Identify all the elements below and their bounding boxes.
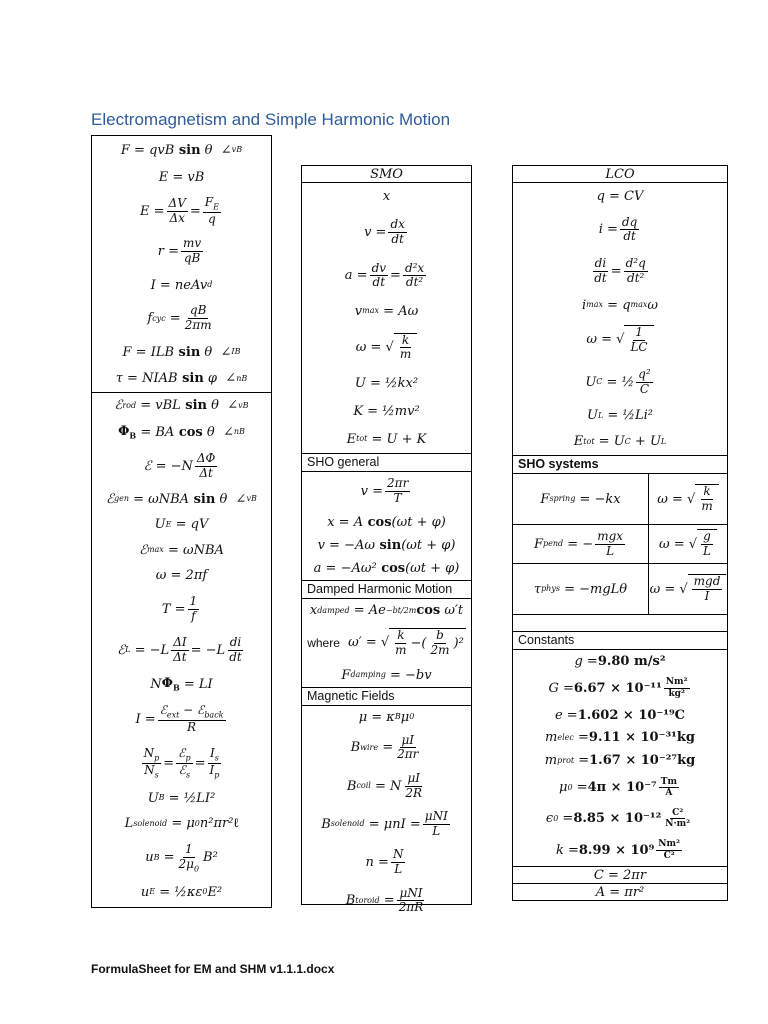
self-induction-eq: ℰ L = −L $\frac{\Delta I}{\Delta t}$ = −L $\frac{di}{dt}$ — [117, 635, 242, 664]
back-emf-eq: I = $\frac{ℰ_{ext} - ℰ_{back}}{R}$ — [135, 703, 224, 734]
rod-emf-eq: ℰ rod = vBL sin θ ∠ v B — [114, 398, 249, 414]
smo-header: SMO — [302, 166, 471, 183]
velocity-eq: v = $\frac{dx}{dt}$ — [364, 217, 405, 246]
spring-system-row — [513, 474, 727, 525]
turn-density-eq: n = $\frac{N}{L}$ — [365, 847, 404, 877]
damped-formulas — [302, 599, 471, 688]
current-drift-eq: I = neAv d — [150, 277, 213, 293]
physical-omega-eq: ω = √ $\frac{\text{mgd}}{I}$ — [649, 564, 727, 614]
sho-general-header: SHO general — [302, 454, 471, 472]
capacitor-charge-eq: q = CV — [596, 188, 644, 204]
magnetic-fields-header: Magnetic Fields — [302, 688, 471, 706]
constants-header: Constants — [513, 632, 727, 650]
coil-field-eq: B coil = N $\frac{\mu I}{2R}$ — [346, 770, 423, 800]
physical-pendulum-row — [513, 564, 727, 615]
lc-total-energy-eq: E tot = U C + U L — [573, 434, 667, 450]
radius-eq: r = $\frac{mv}{qB}$ — [157, 236, 202, 266]
pendulum-system-row — [513, 525, 727, 564]
toroid-field-eq: B toroid = $\frac{\text{μNI}}{2\pi R}$ — [345, 885, 424, 915]
constants-list — [513, 650, 727, 867]
generator-emf-eq: ℰ gen = ωNBA sin θ ∠ v B — [106, 491, 257, 507]
e-vb-eq: E = vB — [158, 170, 205, 186]
vmax-eq: v max = Aω — [354, 303, 419, 319]
current-second-derivative-eq: $\frac{di}{dt}$ = $\frac{\text{d²q}}{\text{dt²}}$ — [594, 256, 646, 286]
pendulum-force-eq: F pend = − $\frac{\text{mgx}}{L}$ — [513, 525, 649, 563]
position-eq: x — [382, 189, 391, 205]
damping-force-eq: F damping = −bv — [341, 667, 432, 683]
electron-mass: m elec = 9.11 × 10⁻³¹kg — [545, 730, 695, 746]
physical-torque-eq: τ phys = −mgLθ — [513, 564, 649, 614]
solenoid-field-eq: B solenoid = μnI = $\frac{\text{μNI}}{L}$ — [321, 809, 448, 838]
blank-row — [513, 615, 727, 632]
lorentz-force-eq: F = qvB sin θ ∠ v B — [120, 142, 243, 158]
transformer-eq: $\frac{N_p}{N_s}$ = $\frac{ℰ_p}{ℰ_s}$ = $\frac{I_s}{I_p}$ — [143, 746, 220, 780]
smo-formulas — [302, 183, 471, 454]
sho-systems-header: SHO systems — [513, 456, 727, 474]
total-energy-eq: E tot = U + K — [346, 431, 427, 447]
period-eq: T = $\frac{1}{f}$ — [161, 593, 198, 623]
kinetic-energy-eq: K = ½mv² — [353, 403, 420, 419]
wire-field-eq: B wire = $\frac{\mu I}{2\pi r}$ — [350, 732, 419, 762]
electric-energy-eq: U E = qV — [154, 517, 209, 533]
spring-force-eq: F spring = −kx — [513, 474, 649, 524]
oscillation-column — [301, 165, 472, 915]
lco-column — [512, 165, 728, 901]
current-derivative-eq: i = $\frac{dq}{dt}$ — [598, 214, 638, 244]
max-emf-eq: ℰ max = ωNBA — [139, 542, 224, 558]
damped-header: Damped Harmonic Motion — [302, 581, 471, 599]
induction-formulas — [92, 393, 271, 905]
sho-position-eq: x = A cos (ωt + φ) — [327, 514, 446, 530]
magnetic-energy-density-eq: u B = $\frac{1}{2\mu_0}$ B² — [145, 841, 218, 873]
permeability-eq: μ = κ B μ 0 — [358, 709, 415, 725]
electric-field-eq: E = $\frac{\Delta V}{\Delta x}$ = $\frac{F_E}{q}$ — [140, 195, 219, 226]
gravity-constant: g = 9.80 m/s² — [574, 653, 666, 669]
permeability-constant: μ 0 = 4π × 10⁻⁷ $\frac{Tm}{A}$ — [559, 776, 677, 799]
electric-energy-density-eq: u E = ½κε 0 E² — [140, 884, 223, 900]
circumference-eq: C = 2πr — [513, 867, 727, 884]
sho-general-formulas — [302, 472, 471, 581]
force-formulas — [92, 136, 271, 393]
gravitational-constant: G = 6.67 × 10⁻¹¹ $\frac{\text{Nm²}}{\text{kg²}}$ — [548, 677, 688, 699]
omega-spring-eq: ω = √ $\frac{k}{m}$ — [302, 333, 471, 363]
wire-force-eq: F = ILB sin θ ∠ I B — [122, 344, 241, 360]
inductor-energy-eq: U B = ½LI² — [147, 790, 216, 806]
damped-omega-eq: where ω′ = √ $\frac{k}{m}$ −( $\frac{b}{2m}$ )² — [307, 628, 464, 657]
torque-eq: τ = NIAB sin φ ∠ n B — [115, 371, 248, 387]
damped-position-eq: x damped = Ae −bt/2m cos ω′t — [309, 603, 464, 619]
circular-velocity-eq: v = $\frac{2\pi r}{T}$ — [360, 476, 409, 505]
spring-omega-eq: ω = √ $\frac{k}{m}$ — [649, 474, 727, 524]
permittivity-constant: ϵ 0 = 8.85 × 10⁻¹² $\frac{\text{C²}}{\text{N·m²}}$ — [545, 808, 691, 830]
em-formula-column — [91, 135, 272, 908]
pendulum-omega-eq: ω = √ $\frac{g}{L}$ — [649, 525, 727, 563]
elementary-charge: e = 1.602 × 10⁻¹⁹C — [554, 707, 686, 723]
flux-linkage-eq: N $\Phi_B$ = LI — [150, 676, 213, 693]
inductor-energy-lc-eq: U L = ½Li² — [586, 408, 654, 424]
acceleration-eq: a = $\frac{dv}{dt}$ = $\frac{\text{d²x}}{\text{dt²}}$ — [344, 260, 425, 290]
sho-velocity-eq: v = −Aω sin (ωt + φ) — [317, 537, 456, 553]
coulomb-constant: k = 8.99 × 10⁹ $\frac{\text{Nm²}}{\text{C²}}$ — [555, 839, 680, 861]
footer-filename: FormulaSheet for EM and SHM v1.1.1.docx — [91, 962, 335, 976]
capacitor-energy-eq: U C = ½ $\frac{\text{q²}}{C}$ — [585, 366, 651, 396]
imax-eq: i max = q max ω — [581, 297, 658, 313]
flux-eq: $\Phi_B$ = BA cos θ ∠ n B — [118, 423, 245, 441]
angular-freq-eq: ω = 2πf — [155, 568, 208, 584]
lco-formulas — [513, 183, 727, 456]
cyclotron-freq-eq: f cyc = $\frac{qB}{2\pi m}$ — [147, 303, 212, 333]
lco-header: LCO — [513, 166, 727, 183]
area-eq: A = πr² — [595, 884, 645, 900]
solenoid-inductance-eq: L solenoid = μ 0 n²πr² ℓ — [124, 816, 239, 832]
proton-mass: m prot = 1.67 × 10⁻²⁷kg — [544, 753, 696, 769]
sho-acceleration-eq: a = −Aω² cos (ωt + φ) — [313, 560, 460, 576]
faraday-eq: ℰ = −N $\frac{\Delta\Phi}{\Delta t}$ — [143, 450, 216, 480]
lc-omega-eq: ω = √ $\frac{1}{LC}$ — [513, 325, 727, 355]
magnetic-field-formulas — [302, 706, 471, 920]
spring-pe-eq: U = ½kx² — [354, 375, 419, 391]
page-title: Electromagnetism and Simple Harmonic Motion — [91, 110, 451, 129]
